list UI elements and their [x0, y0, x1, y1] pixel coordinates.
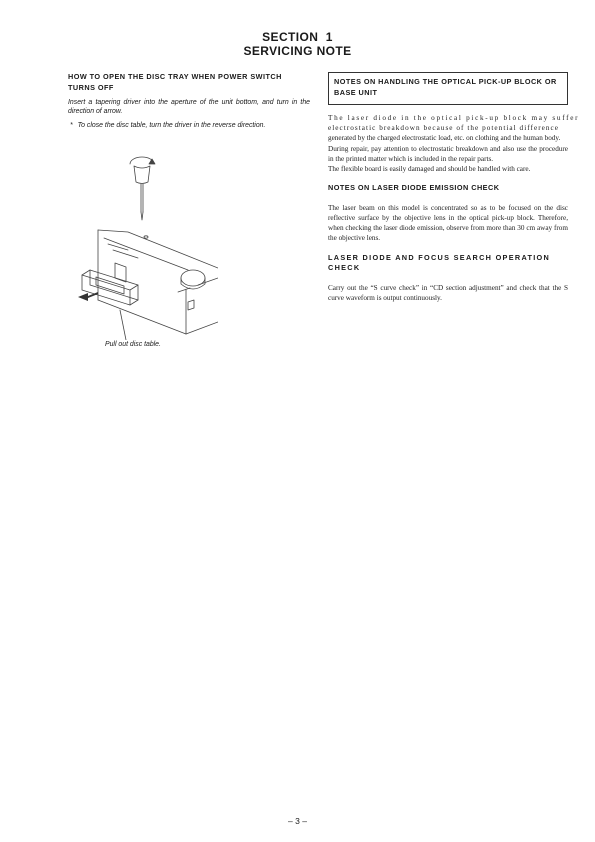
focus-search-heading: LASER DIODE AND FOCUS SEARCH OPERATION CHECK [328, 252, 551, 273]
page-number: – 3 – [288, 816, 307, 826]
section-number: SECTION 1 [262, 30, 333, 44]
emission-check-heading: NOTES ON LASER DIODE EMISSION CHECK [328, 183, 500, 193]
note-bullet: * [70, 122, 73, 130]
pull-out-arrow-icon [78, 292, 98, 301]
handling-notes-text [328, 113, 580, 174]
focus-search-text: Carry out the “S curve check” in “CD section adjustment” and check that the S curve waveform is output continuously. [328, 283, 568, 302]
left-column [68, 72, 310, 131]
figure-caption: Pull out disc table. [105, 341, 161, 348]
handling-line-2: electrostatic breakdown because of the potential difference [328, 124, 560, 133]
section-title: SERVICING NOTE [243, 44, 352, 58]
right-column [328, 72, 580, 303]
tray-open-instruction: Insert a tapering driver into the aperture of the unit bottom, and turn in the direction of arrow. [68, 99, 310, 115]
emission-check-text: The laser beam on this model is concentrated so as to be focused on the disc reflective surface by the objective lens in the optical pick-up block. Therefore, when checking the laser diode emission, observe from more than 30 cm away from the objective lens. [328, 203, 568, 243]
handling-notes-box [328, 72, 568, 105]
handling-notes-heading: NOTES ON HANDLING THE OPTICAL PICK-UP BLOCK OR BASE UNIT [334, 77, 557, 97]
handling-paragraph-3: The flexible board is easily damaged and should be handled with care. [328, 165, 531, 174]
tray-close-note [68, 122, 310, 131]
disc-tray-illustration [68, 150, 218, 340]
handling-line-3: generated by the charged electrostatic load, etc. on clothing and the human body. [328, 134, 561, 143]
handling-line-1: The laser diode in the optical pick-up block may suffer [328, 114, 580, 122]
handling-paragraph-2: During repair, pay attention to electrostatic breakdown and also use the procedure in the printed matter which is included in the repair parts. [328, 144, 568, 163]
note-text: To close the disc table, turn the driver in the reverse direction. [77, 122, 266, 130]
tray-open-heading: HOW TO OPEN THE DISC TRAY WHEN POWER SWITCH TURNS OFF [68, 72, 282, 92]
